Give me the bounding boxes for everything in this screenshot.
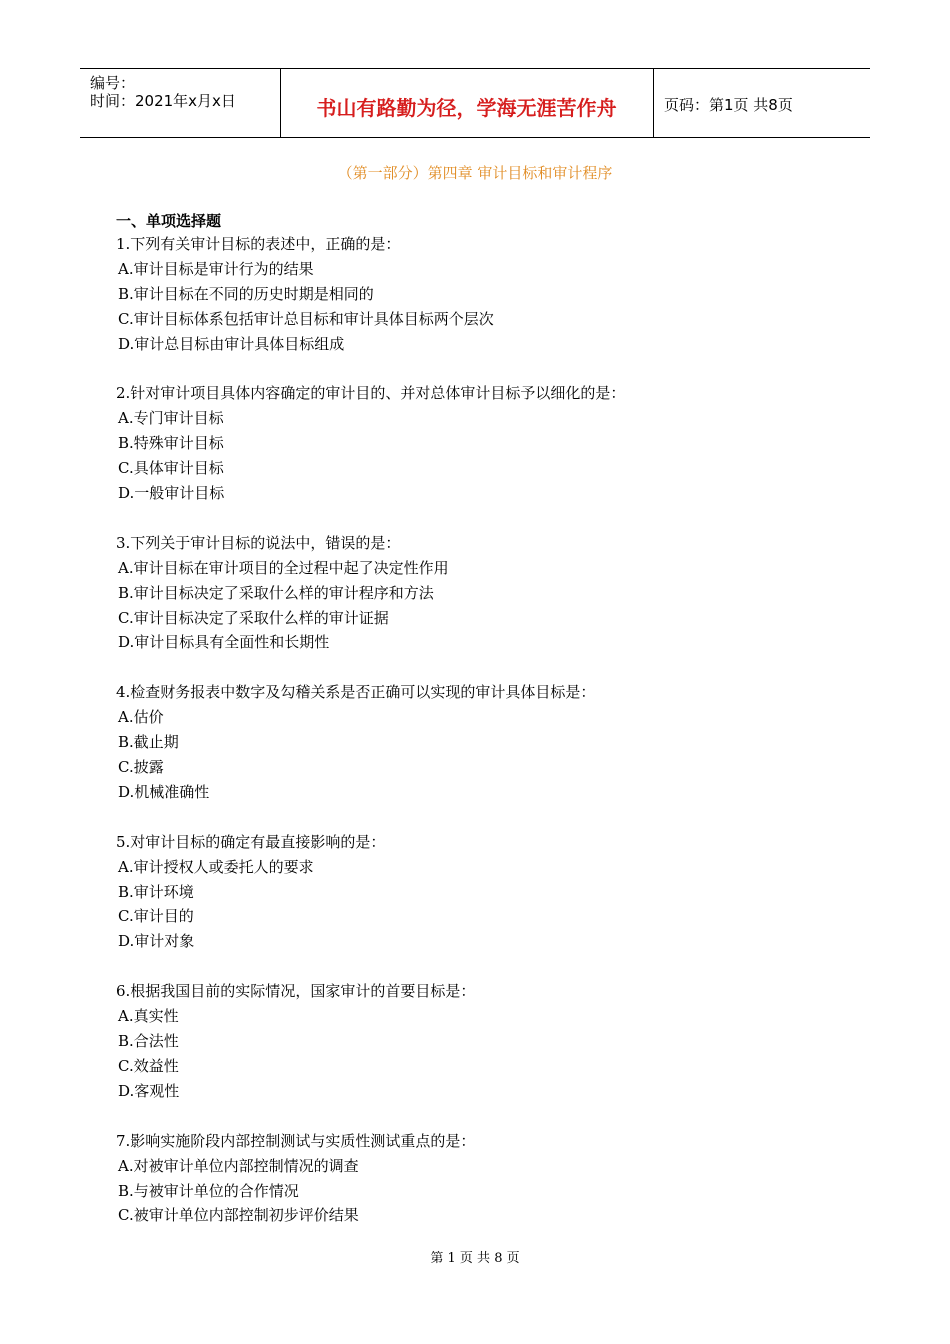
answer-option: B.审计目标在不同的历史时期是相同的 — [118, 284, 374, 303]
document-date-label: 时间：2021年x月x日 — [90, 92, 236, 110]
page-footer: 第 1 页 共 8 页 — [430, 1251, 520, 1266]
answer-option: C.审计目标体系包括审计总目标和审计具体目标两个层次 — [118, 309, 494, 328]
answer-option: D.审计对象 — [118, 932, 195, 951]
question-item — [116, 531, 876, 655]
question-item — [116, 830, 876, 954]
answer-option: B.与被审计单位的合作情况 — [118, 1181, 299, 1200]
answer-option: C.披露 — [118, 758, 164, 777]
answer-option: C.审计目的 — [118, 907, 194, 926]
document-body — [116, 210, 876, 1253]
answer-option: A.专门审计目标 — [118, 409, 224, 428]
question-item — [116, 381, 876, 505]
answer-option: D.审计总目标由审计具体目标组成 — [118, 334, 345, 353]
header-motto-cell — [280, 69, 654, 137]
answer-option: D.审计目标具有全面性和长期性 — [118, 633, 330, 652]
question-stem: 7.影响实施阶段内部控制测试与实质性测试重点的是： — [116, 1131, 476, 1150]
answer-option: A.估价 — [118, 708, 164, 727]
question-item — [116, 680, 876, 804]
question-stem: 6.根据我国目前的实际情况，国家审计的首要目标是： — [116, 982, 476, 1001]
answer-option: B.截止期 — [118, 733, 179, 752]
question-item — [116, 232, 876, 356]
page-header — [80, 68, 870, 138]
question-stem: 5.对审计目标的确定有最直接影响的是： — [116, 832, 386, 851]
chapter-title: （第一部分）第四章 审计目标和审计程序 — [337, 164, 613, 182]
question-stem: 2.针对审计项目具体内容确定的审计目的、并对总体审计目标予以细化的是： — [116, 384, 626, 403]
answer-option: D.机械准确性 — [118, 782, 210, 801]
question-stem: 1.下列有关审计目标的表述中，正确的是： — [116, 235, 401, 253]
answer-option: A.审计授权人或委托人的要求 — [118, 857, 314, 876]
answer-option: A.审计目标在审计项目的全过程中起了决定性作用 — [118, 558, 449, 577]
answer-option: D.一般审计目标 — [118, 484, 225, 503]
answer-option: B.审计目标决定了采取什么样的审计程序和方法 — [118, 583, 434, 602]
page-code: 页码：第1页 共8页 — [664, 96, 793, 114]
question-stem: 3.下列关于审计目标的说法中，错误的是： — [116, 533, 401, 552]
answer-option: A.审计目标是审计行为的结果 — [118, 259, 314, 278]
answer-option: A.真实性 — [118, 1007, 179, 1026]
section-heading: 一、单项选择题 — [116, 212, 222, 230]
motto-text: 书山有路勤为径，学海无涯苦作舟 — [316, 96, 617, 120]
question-list — [116, 232, 876, 1228]
header-info-cell — [80, 69, 281, 137]
answer-option: C.审计目标决定了采取什么样的审计证据 — [118, 608, 389, 627]
question-item — [116, 979, 876, 1103]
question-item — [116, 1129, 876, 1229]
answer-option: B.合法性 — [118, 1032, 179, 1051]
document-number-label: 编号： — [90, 74, 136, 92]
answer-option: B.特殊审计目标 — [118, 434, 224, 453]
answer-option: C.被审计单位内部控制初步评价结果 — [118, 1206, 359, 1225]
answer-option: A.对被审计单位内部控制情况的调查 — [118, 1156, 359, 1175]
header-page-cell — [654, 69, 870, 137]
answer-option: C.具体审计目标 — [118, 459, 224, 478]
question-stem: 4.检查财务报表中数字及勾稽关系是否正确可以实现的审计具体目标是： — [116, 683, 596, 702]
answer-option: C.效益性 — [118, 1056, 179, 1075]
answer-option: B.审计环境 — [118, 882, 194, 901]
answer-option: D.客观性 — [118, 1081, 180, 1100]
